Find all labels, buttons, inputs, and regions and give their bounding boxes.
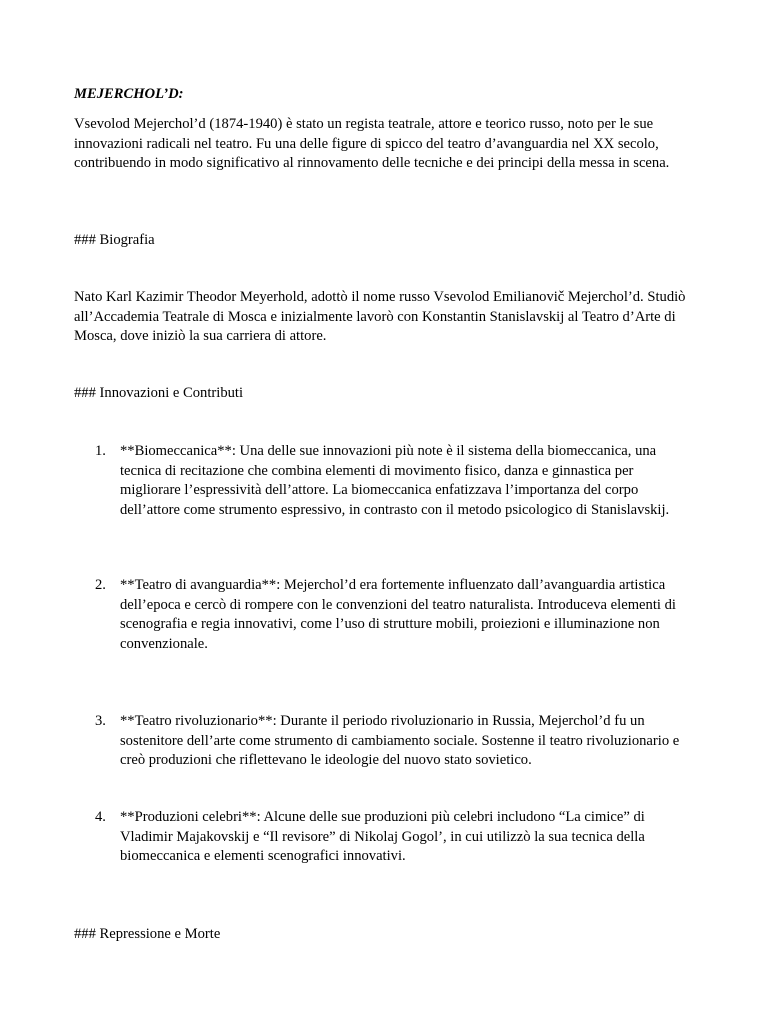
list-item-number: 1.: [95, 443, 106, 459]
list-item-3: [95, 712, 695, 771]
list-item-text: **Teatro rivoluzionario**: Durante il periodo rivoluzionario in Russia, Mejerchol’d fu un sostenitore dell’arte come strumento di cambiamento sociale. Sostenne il teatro rivoluzionario e creò produzioni che riflettevano le ideologie del nuovo stato sovietico.: [120, 713, 680, 768]
heading-biografia: ### Biografia: [74, 232, 155, 248]
biografia-paragraph: Nato Karl Kazimir Theodor Meyerhold, adottò il nome russo Vsevolod Emilianovič Mejerchol’d. Studiò all’Accademia Teatrale di Mosca e inizialmente lavorò con Konstantin Stanislavskij al Teatro d’Arte di Mosca, dove iniziò la sua carriera di attore.: [74, 289, 686, 344]
list-item-4: [95, 808, 695, 867]
document-title: MEJERCHOL’D:: [74, 86, 184, 102]
list-item-1: [95, 442, 695, 520]
intro-paragraph: Vsevolod Mejerchol’d (1874-1940) è stato un regista teatrale, attore e teorico russo, noto per le sue innovazioni radicali nel teatro. Fu una delle figure di spicco del teatro d’avanguardia nel XX secolo, contribuendo in modo significativo al rinnovamento delle tecniche e dei principi della messa in scena.: [74, 116, 670, 171]
list-item-text: **Teatro di avanguardia**: Mejerchol’d era fortemente influenzato dall’avanguardia artistica dell’epoca e cercò di rompere con le convenzioni del teatro naturalista. Introduceva elementi di scenografia e regia innovativi, come l’uso di strutture mobili, proiezioni e illuminazione non convenzionale.: [120, 577, 676, 652]
list-item-number: 2.: [95, 577, 106, 593]
list-item-number: 4.: [95, 809, 106, 825]
heading-innovazioni: ### Innovazioni e Contributi: [74, 385, 244, 401]
heading-repressione: ### Repressione e Morte: [74, 926, 221, 942]
list-item-number: 3.: [95, 713, 106, 729]
list-item-text: **Biomeccanica**: Una delle sue innovazioni più note è il sistema della biomeccanica, una tecnica di recitazione che combina elementi di movimento fisico, danza e ginnastica per migliorare l’espressività dell’attore. La biomeccanica enfatizzava l’importanza del corpo dell’attore come strumento espressivo, in contrasto con il metodo psicologico di Stanislavskij.: [120, 443, 670, 518]
list-item-2: [95, 576, 695, 654]
list-item-text: **Produzioni celebri**: Alcune delle sue produzioni più celebri includono “La cimice” di Vladimir Majakovskij e “Il revisore” di Nikolaj Gogol’, in cui utilizzò la sua tecnica della biomeccanica e elementi scenografici innovativi.: [120, 809, 645, 864]
